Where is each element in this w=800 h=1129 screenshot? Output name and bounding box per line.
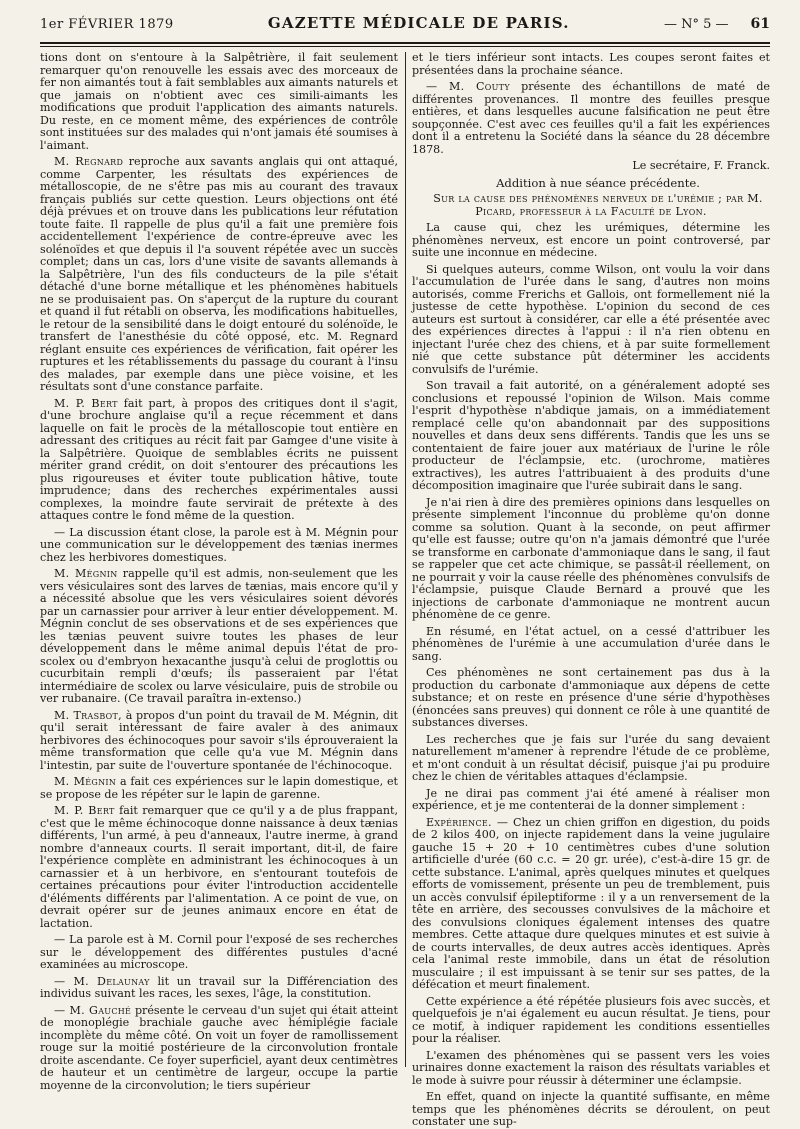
speaker: M. Mégnin [54,775,117,788]
article-title: Sur la cause des phénomènes nerveux de l'urémie ; par M. Picard, professeur à la Faculté de Lyon. [433,192,763,218]
paragraph: Les recherches que je fais sur l'urée du sang devaient naturellement m'amener à reprendre l'étude de ce problème, et m'ont conduit à un résultat décisif, puisque j'ai pu produire chez le chien de véritables attaques d'éclampsie. [412,732,770,783]
paragraph: et le tiers inférieur sont intacts. Les coupes seront faites et présentées dans la prochaine séance. [412,51,770,77]
issue-date: 1er FÉVRIER 1879 [40,17,174,32]
paragraph: Je ne dirai pas comment j'ai été amené à réaliser mon expérience, et je me contenterai de la donner simplement : [412,786,770,812]
right-column [412,51,770,1128]
experiment-label: Expérience. — [426,815,509,829]
header-right [664,16,770,32]
paragraph: L'examen des phénomènes qui se passent vers les voies urinaires donne exactement la raison des résultats variables et le mode à suivre pour réussir à déterminer une éclampsie. [412,1048,770,1087]
header-rule-thin [40,46,770,47]
paragraph: Si quelques auteurs, comme Wilson, ont voulu la voir dans l'accumulation de l'urée dans le sang, d'autres non moins autorisés, comme Frerichs et Gallois, ont formellement nié la justesse de cette hypothèse. L'opinion du second de ces auteurs est surtout à considérer, car elle a été présentée avec des expériences directes à l'appui : il n'a rien obtenu en injectant l'urée chez des chiens, et à par suite formellement nié que cette substance pût déterminer les accidents convulsifs de l'urémie. [412,262,770,376]
journal-title: GAZETTE MÉDICALE DE PARIS. [267,14,570,32]
paragraph: — M. Gauché présente le cerveau d'un sujet qui était atteint de monoplégie brachiale gauche avec hémiplégie faciale incomplète du même côté. On voit un foyer de ramollissement rouge sur la moitié postérieure de la circonvolution frontale droite ascendante. Ce foyer superficiel, ayant deux centimètres de hauteur et un centimètre de largeur, occupe la partie moyenne de la circonvolution; le tiers supérieur [40,1003,398,1092]
paragraph: En résumé, en l'état actuel, on a cessé d'attribuer les phénomènes de l'urémie à une accumulation d'urée dans le sang. [412,624,770,663]
paragraph: M. Trasbot, à propos d'un point du travail de M. Mégnin, dit qu'il serait intéressant de faire avaler à des animaux herbivores des échinocoques pour savoir s'ils éprouveraient la même transformation que celle qu'a vue M. Mégnin dans l'intestin, par suite de l'ouverture spontanée de l'échinocoque. [40,708,398,772]
speaker: — M. Couty [426,80,510,93]
paragraph: — M. Couty présente des échantillons de maté de différentes provenances. Il montre des feuilles presque entières, et dans lesquelles aucune falsification ne peut être soupçonnée. C'est avec ces feuilles qu'il a fait les expériences dont il a entretenu la Société dans la séance du 28 décembre 1878. [412,80,770,156]
speaker: — M. Gauché [54,1003,132,1017]
paragraph: tions dont on s'entoure à la Salpêtrière, il fait seulement remarquer qu'on renouvelle les essais avec des morceaux de fer non aimantés tout à fait semblables aux aimants naturels et que jamais on n'obtient avec ces simili-aimants les modifications que produit l'application des aimants naturels. Du reste, en ce moment même, des expériences de contrôle sont instituées sur des malades qui n'ont jamais été soumises à l'aimant. [40,51,398,152]
paragraph: Expérience. — Chez un chien griffon en digestion, du poids de 2 kilos 400, on injecte rapidement dans la veine jugulaire gauche 15 + 20 + 10 centimètres cubes d'une solution artificielle d'urée (60 c.c. = 20 gr. urée), c'est-à-dire 15 gr. de cette substance. L'animal, après quelques minutes et quelques efforts de vomissement, présente un peu de tremblement, puis un accès convulsif épileptiforme : il y a un renversement de la tête en arrière, des secousses convulsives de la mâchoire et des convulsions cloniques également intenses des quatre membres. Cette attaque dure quelques minutes et est suivie à de courts intervalles, de deux autres accès identiques. Après cela l'animal reste immobile, dans un état de résolution musculaire ; il est impuissant à se tenir sur ses pattes, de la défécation et meurt finalement. [412,815,770,991]
issue-number: — N° 5 — [663,17,729,32]
paragraph: — La discussion étant close, la parole est à M. Mégnin pour une communication sur le développement des tænias inermes chez les herbivores domestiques. [40,525,398,564]
paragraph: M. Mégnin rappelle qu'il est admis, non-seulement que les vers vésiculaires sont des larves de tænias, mais encore qu'il y a nécessité absolue que les vers vésiculaires soient dévorés par un carnassier pour arriver à leur entier développement. M. Mégnin conclut de ses observations et de ses expériences que les tænias peuvent suivre toutes les phases de leur développement dans le même animal depuis l'état de pro-scolex ou d'embryon hexacanthe jusqu'à celui de proglottis ou cucurbitain rempli d'œufs; ils passeraient par l'état intermédiaire de scolex ou larve vésiculaire, puis de strobile ou ver rubanaire. (Ce travail paraîtra in-extenso.) [40,567,398,705]
paragraph: Je n'ai rien à dire des premières opinions dans lesquelles on présente simplement l'inconnue du problème qu'on donne comme sa solution. Quant à la seconde, on peut affirmer qu'elle est fausse; outre qu'on n'a jamais démontré que l'urée se transforme en carbonate d'ammoniaque dans le sang, il faut se rappeler que cet acte chimique, se passât-il réellement, on ne pourrait y voir la cause réelle des phénomènes convulsifs de l'éclampsie, puisque Claude Bernard a prouvé que les injections de carbonate d'ammoniaque ne montrent aucun phénomène de ce genre. [412,495,770,621]
paragraph: La cause qui, chez les urémiques, détermine les phénomènes nerveux, est encore un point controversé, par suite une inconnue en médecine. [412,221,770,259]
section-heading: Addition à nue séance précédente. [496,175,700,190]
left-column [40,51,398,1092]
paragraph: — M. Delaunay lit un travail sur la Différenciation des individus suivant les races, les sexes, l'âge, la constitution. [40,974,398,1000]
speaker: M. Regnard [54,155,124,168]
header-rule [40,42,770,44]
paragraph: Son travail a fait autorité, on a généralement adopté ses conclusions et repoussé l'opinion de Wilson. Mais comme l'esprit d'hypothèse n'abdique jamais, on a immédiatement remplacé celle qu'on abandonnait par des suppositions nouvelles et dans deux sens différents. Tandis que les uns se contentaient de faire jouer aux matériaux de l'urine le rôle producteur de l'éclampsie, etc. (urochrome, matières extractives), les autres l'attribuaient à des produits d'une décomposition imaginaire que l'urée subirait dans le sang. [412,379,770,492]
secretary-signature: Le secrétaire, F. Franck. [632,159,770,172]
paragraph: M. Mégnin a fait ces expériences sur le lapin domestique, et se propose de les répéter sur le lapin de garenne. [40,775,398,801]
speaker: M. Trasbot, [54,708,122,722]
paragraph: Ces phénomènes ne sont certainement pas dus à la production du carbonate d'ammoniaque aux dépens de cette substance; et on reste en présence d'une série d'hypothèses (énoncées sans preuves) qui donnent ce rôle à une quantité de substances diverses. [412,666,770,729]
speaker: M. P. Bert [54,804,115,817]
paragraph: — La parole est à M. Cornil pour l'exposé de ses recherches sur le développement des différentes pustules d'acné examinées au microscope. [40,933,398,971]
column-divider [405,52,406,1067]
paragraph: M. P. Bert fait part, à propos des critiques dont il s'agit, d'une brochure anglaise qu'il a reçue récemment et dans laquelle on fait le procès de la métalloscopie tout entière en adressant des critiques au récit fait par Gamgee d'une visite à la Salpêtrière. Quoique de semblables écrits ne puissent mériter grand crédit, on doit s'entourer des précautions les plus rigoureuses et éviter toute publication hâtive, toute imprudence; dans des recherches expérimentales aussi complexes, la moindre faute servirait de prétexte à des attaques contre le fond même de la question. [40,396,398,522]
speaker: M. P. Bert [54,396,118,410]
speaker: — La parole est à M. Cornil [54,933,212,946]
paragraph: M. P. Bert fait remarquer que ce qu'il y a de plus frappant, c'est que le même échinocoque donne naissance à deux tænias différents, l'un armé, à peu d'anneaux, l'autre inerme, à grand nombre d'anneaux courts. Il serait important, dit-il, de faire l'expérience complète en administrant les échinocoques à un carnassier et à un herbivore, en s'entourant toutefois de certaines précautions pour éviter l'introduction accidentelle d'éléments différents par l'alimentation. A ce point de vue, on devrait opérer sur de jeunes animaux encore en état de lactation. [40,804,398,930]
paragraph: En effet, quand on injecte la quantité suffisante, en même temps que les phénomènes décrits se déroulent, on peut constater une sup- [412,1090,770,1128]
speaker: M. Mégnin [54,567,118,580]
speaker: — M. Delaunay [54,974,150,988]
paragraph: Cette expérience a été répétée plusieurs fois avec succès, et quelquefois je n'ai également eu aucun résultat. Je tiens, pour ce motif, à indiquer rapidement les conditions essentielles pour la réaliser. [412,994,770,1045]
paragraph: M. Regnard reproche aux savants anglais qui ont attaqué, comme Carpenter, les résultats des expériences de métalloscopie, de ne s'être pas mis au courant des travaux français publiés sur cette question. Leurs objections ont été déjà prévues et on trouve dans les publications leur réfutation toute faite. Il rappelle de plus qu'il a fait une première fois accidentellement l'expérience de contre-épreuve avec les solénoïdes et que depuis il l'a souvent répétée avec un succès complet; dans un cas, lors d'une visite de savants allemands à la Salpêtrière, l'un des fils conducteurs de la pile s'était détaché d'une borne métallique et les phénomènes habituels ne se produisaient pas. On s'aperçut de la rupture du courant et quand il fut rétabli on observa, les modifications habituelles, le retour de la sensibilité dans le doigt entouré du solénoïde, le transfert de l'anesthésie du côté opposé, etc. M. Regnard réglant ensuite ces expériences de vérification, fait opérer les ruptures et les rétablissements du passage du courant à l'insu des malades, par exemple dans une pièce voisine, et les résultats sont d'une constance parfaite. [40,155,398,393]
page-number: 61 [750,16,770,32]
page-header [40,14,770,40]
speaker: — La discussion étant close, la parole est à M. Mégnin [54,525,368,539]
